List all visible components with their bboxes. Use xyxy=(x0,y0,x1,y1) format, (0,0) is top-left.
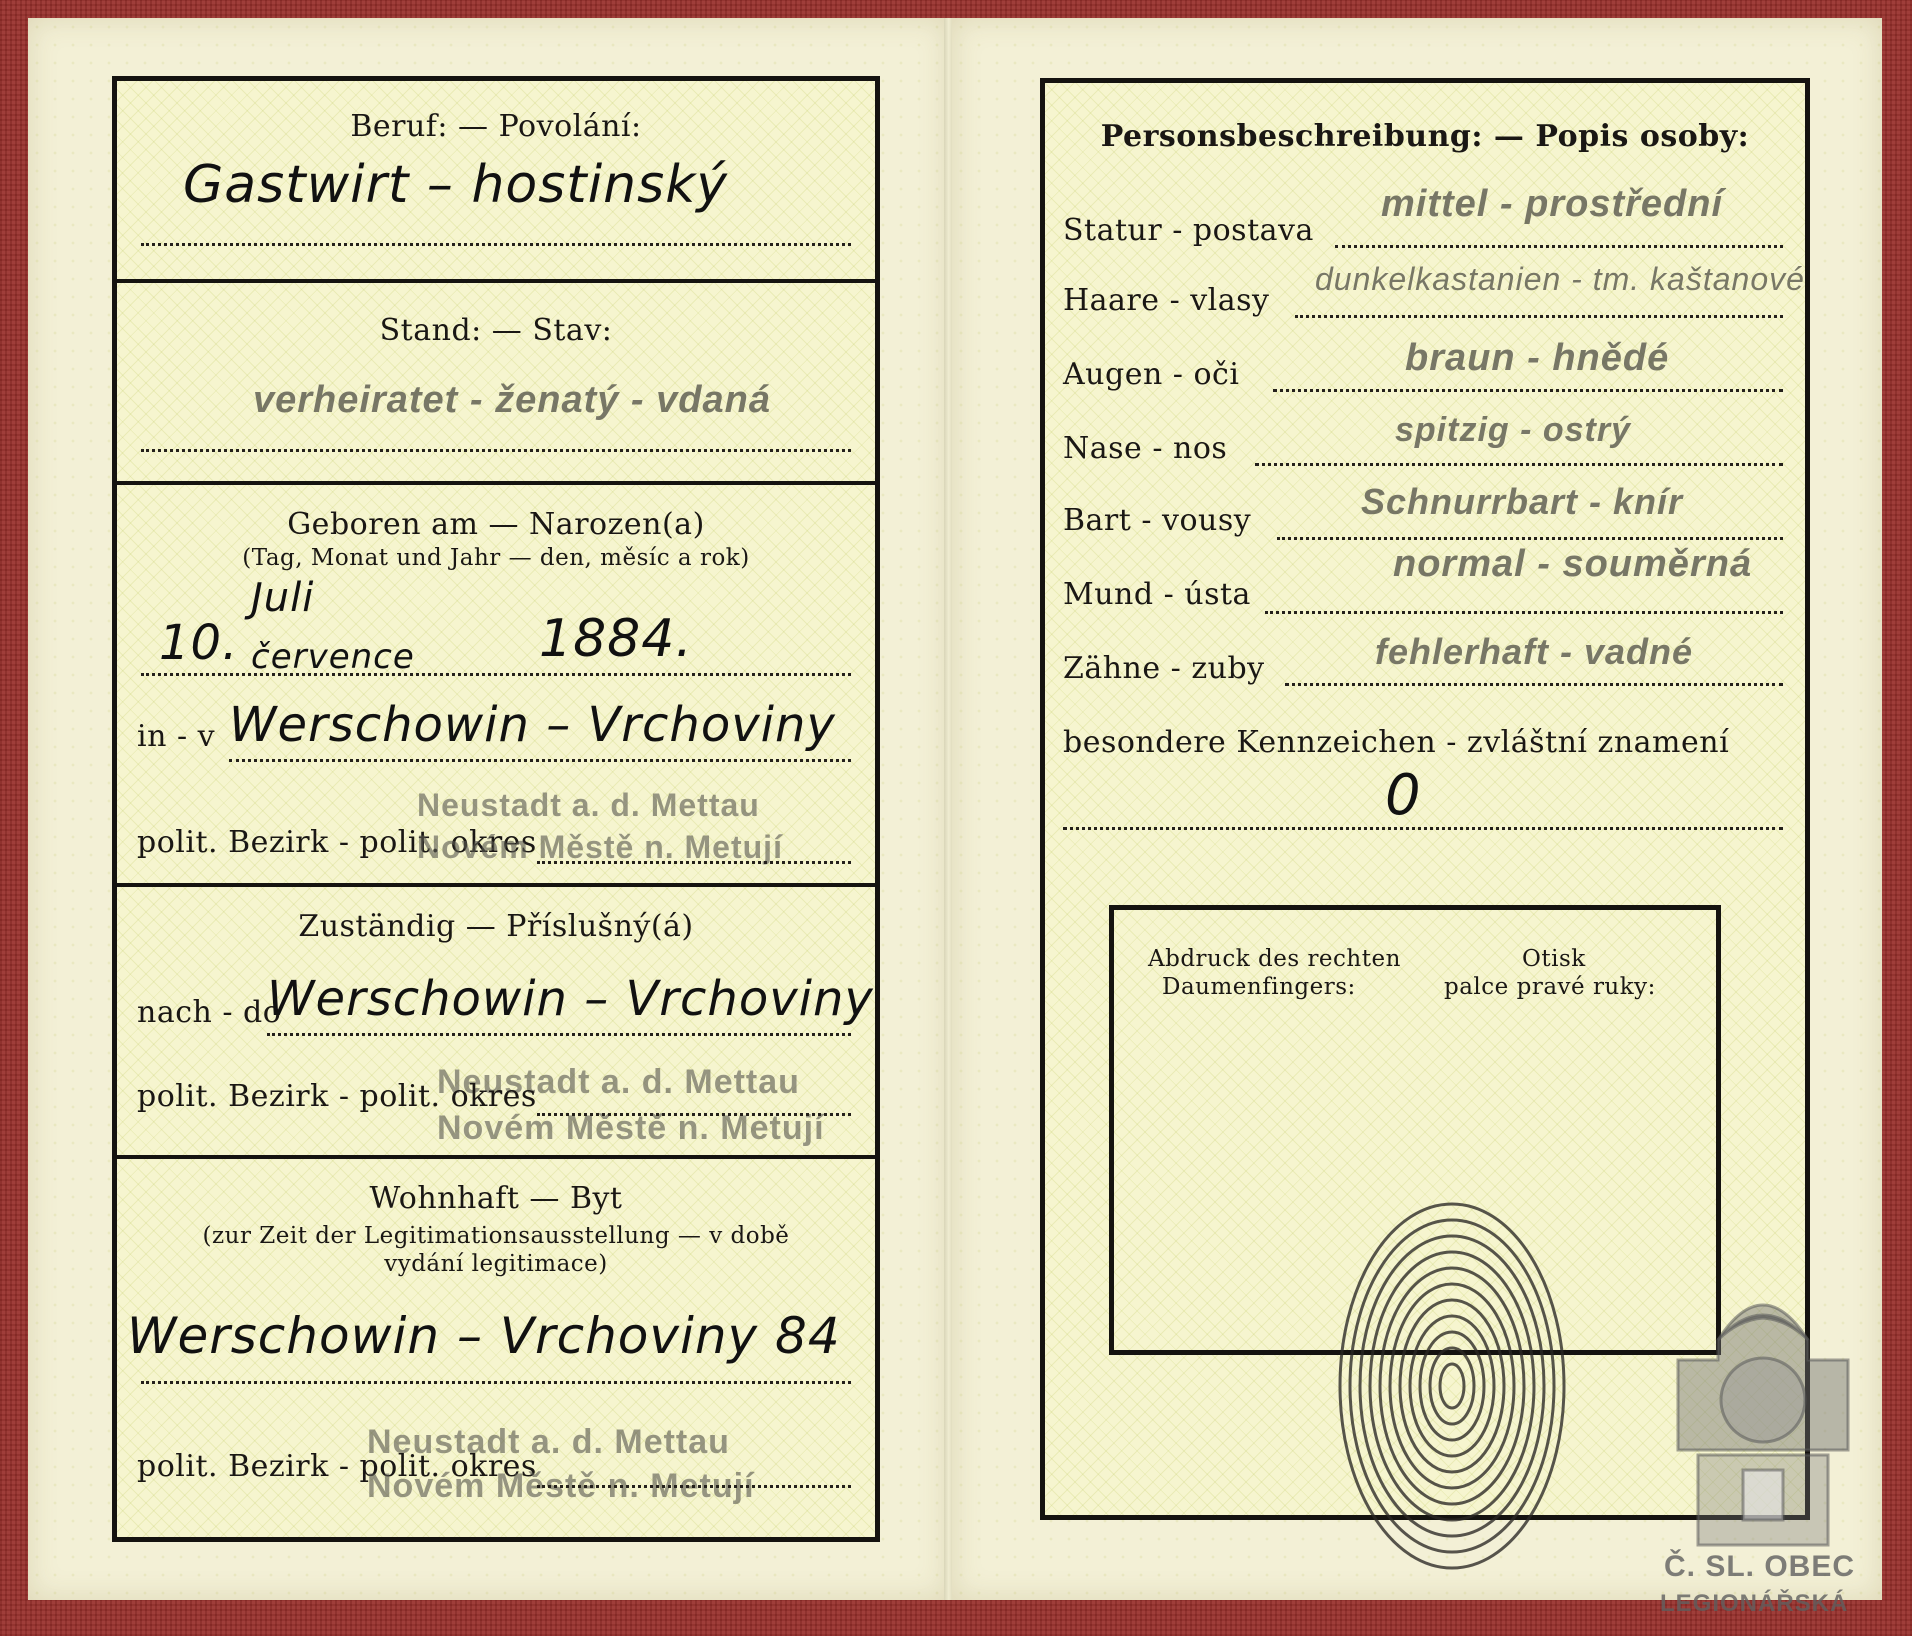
thumb-label-de-1: Abdruck des rechten xyxy=(1148,946,1401,972)
birth-month-cz: července xyxy=(251,637,415,677)
thumb-label-de-2: Daumenfingers: xyxy=(1162,974,1356,1000)
thumbprint-image xyxy=(1322,1186,1582,1606)
row-line-haare xyxy=(1295,315,1783,318)
row-label-haare: Haare - vlasy xyxy=(1063,283,1270,318)
birth-place-label: in - v xyxy=(137,719,216,754)
row-label-statur: Statur - postava xyxy=(1063,213,1314,248)
birth-district-label: polit. Bezirk - polit. okres xyxy=(137,825,537,860)
residence-subtitle-2: vydání legitimace) xyxy=(384,1251,608,1277)
row-label-bart: Bart - vousy xyxy=(1063,503,1252,538)
row-value-bart: Schnurrbart - knír xyxy=(1361,481,1684,522)
birth-year: 1884. xyxy=(539,609,693,669)
description-title: Personsbeschreibung: — Popis osoby: xyxy=(1100,119,1750,154)
birth-title: Geboren am — Narozen(a) xyxy=(287,507,705,542)
birth-date-line xyxy=(141,673,851,676)
row-line-augen xyxy=(1273,389,1783,392)
row-value-zaehne: fehlerhaft - vadné xyxy=(1375,631,1694,672)
birth-subtitle: (Tag, Monat und Jahr — den, měsíc a rok) xyxy=(242,545,750,571)
birth-place-value: Werschowin – Vrchoviny xyxy=(229,697,836,753)
status-section xyxy=(117,283,875,485)
residence-subtitle-1: (zur Zeit der Legitimationsausstellung — v době xyxy=(202,1223,790,1249)
domicile-district-de: Neustadt a. d. Mettau xyxy=(437,1063,800,1101)
row-line-zaehne xyxy=(1285,683,1783,686)
status-value: verheiratet - ženatý - vdaná xyxy=(253,379,771,421)
row-line-bart xyxy=(1277,537,1783,540)
residence-title: Wohnhaft — Byt xyxy=(369,1181,623,1216)
domicile-title: Zuständig — Příslušný(á) xyxy=(298,909,694,944)
left-form-frame xyxy=(112,76,880,1542)
residence-district-cz: Novém Městě n. Metují xyxy=(367,1467,755,1505)
row-line-statur xyxy=(1335,245,1783,248)
special-marks-line xyxy=(1063,827,1783,830)
domicile-place-value: Werschowin – Vrchoviny xyxy=(267,971,874,1027)
thumb-label-cz-1: Otisk xyxy=(1522,946,1586,972)
soldier-emblem-icon xyxy=(1658,1250,1868,1550)
row-line-nase xyxy=(1255,463,1783,466)
row-line-mund xyxy=(1265,611,1783,614)
domicile-district-line xyxy=(537,1113,851,1116)
domicile-district-cz: Novém Městě n. Metují xyxy=(437,1109,825,1147)
left-page xyxy=(28,18,948,1600)
occupation-line xyxy=(141,243,851,246)
row-label-augen: Augen - oči xyxy=(1063,357,1240,392)
residence-section xyxy=(117,1159,875,1537)
domicile-place-line xyxy=(267,1033,851,1036)
occupation-value: Gastwirt – hostinský xyxy=(183,155,729,215)
status-title: Stand: — Stav: xyxy=(379,313,613,348)
occupation-title: Beruf: — Povolání: xyxy=(350,109,642,144)
residence-value: Werschowin – Vrchoviny 84 xyxy=(127,1307,841,1365)
birth-month-de: Juli xyxy=(251,575,315,621)
row-value-haare: dunkelkastanien - tm. kaštanové xyxy=(1315,261,1805,297)
watermark-line1: Č. SL. OBEC xyxy=(1664,1550,1856,1583)
special-marks-value: 0 xyxy=(1385,763,1422,828)
row-label-zaehne: Zähne - zuby xyxy=(1063,651,1265,686)
residence-district-de: Neustadt a. d. Mettau xyxy=(367,1423,730,1461)
row-value-augen: braun - hnědé xyxy=(1405,337,1670,379)
residence-district-label: polit. Bezirk - polit. okres xyxy=(137,1449,537,1484)
domicile-place-label: nach - do xyxy=(137,995,282,1030)
row-value-mund: normal - souměrná xyxy=(1393,543,1753,585)
row-label-mund: Mund - ústa xyxy=(1063,577,1251,612)
domicile-section xyxy=(117,887,875,1159)
row-value-nase: spitzig - ostrý xyxy=(1395,411,1632,449)
residence-line xyxy=(141,1381,851,1384)
special-marks-label: besondere Kennzeichen - zvláštní znamení xyxy=(1063,725,1730,760)
birth-place-line xyxy=(229,759,851,762)
birth-section xyxy=(117,485,875,887)
watermark-line2: LEGIONÁŘSKÁ xyxy=(1660,1590,1849,1617)
birth-day: 10. xyxy=(159,615,239,671)
residence-district-line xyxy=(537,1485,851,1488)
birth-district-cz: Novém Městě n. Metují xyxy=(417,829,783,865)
row-value-statur: mittel - prostřední xyxy=(1381,183,1724,225)
occupation-section xyxy=(117,81,875,283)
row-label-nase: Nase - nos xyxy=(1063,431,1228,466)
birth-district-de: Neustadt a. d. Mettau xyxy=(417,787,760,823)
domicile-district-label: polit. Bezirk - polit. okres xyxy=(137,1079,537,1114)
birth-district-line xyxy=(537,861,851,864)
status-line xyxy=(141,449,851,452)
thumb-label-cz-2: palce pravé ruky: xyxy=(1444,974,1656,1000)
legion-logo-watermark xyxy=(1658,1250,1868,1630)
